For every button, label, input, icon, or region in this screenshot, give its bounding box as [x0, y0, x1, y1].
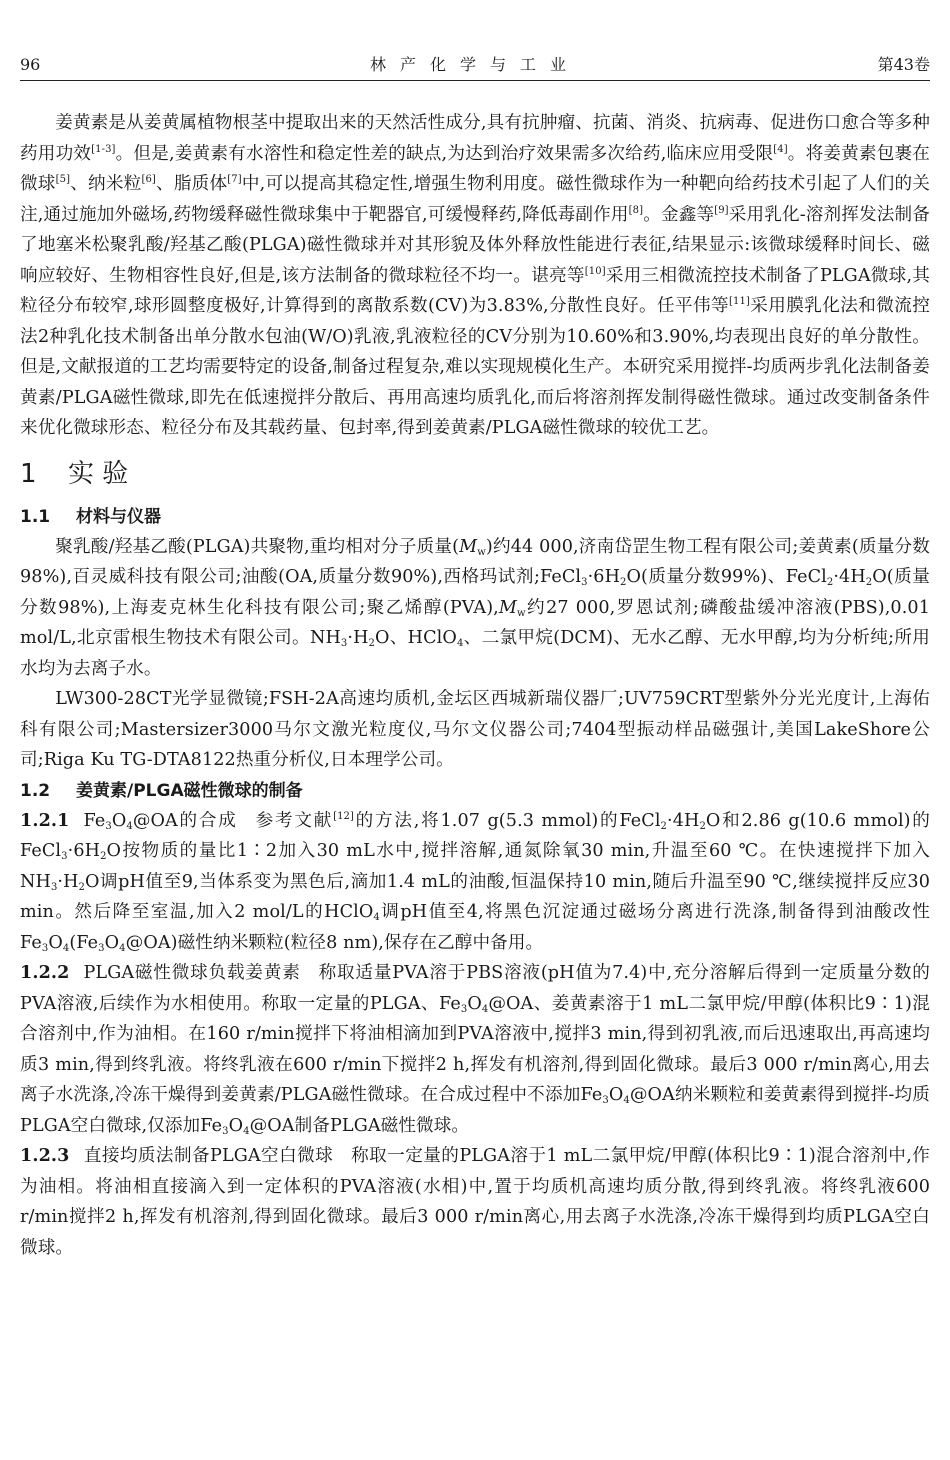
subsection-heading-1-2: 1.2 姜黄素/PLGA磁性微球的制备	[20, 780, 303, 801]
citation[interactable]: [11]	[729, 296, 750, 307]
instruments-paragraph: LW300-28CT光学显微镜;FSH-2A高速均质机,金坛区西城新瑞仪器厂;UV759CRT型紫外分光光度计,上海佑科有限公司;Mastersizer3000马尔文激光粒度仪,马尔文仪器公司;7404型振动样品磁强计,美国LakeShore公司;Riga Ku TG-DTA8122热重分析仪,日本理学公司。	[20, 689, 930, 770]
subsection-heading-1-1: 1.1 材料与仪器	[20, 506, 161, 527]
subsubsection-number: 1.2.3	[20, 1145, 70, 1166]
citation[interactable]: [4]	[773, 143, 788, 155]
intro-paragraph: 姜黄素是从姜黄属植物根茎中提取出来的天然活性成分,具有抗肿瘤、抗菌、消炎、抗病毒、促进伤口愈合等多种药用功效[1-3]。但是,姜黄素有水溶性和稳定性差的缺点,为达到治疗效果需多次给药,临床应用受限[4]。将姜黄素包裹在微球[5]、纳米粒[6]、脂质体[7]中,可以提高其稳定性,增强生物利用度。磁性微球作为一种靶向给药技术引起了人们的关注,通过施加外磁场,药物缓释磁性微球集中于靶器官,可缓慢释药,降低毒副作用[8]。金鑫等[9]采用乳化-溶剂挥发法制备了地塞米松聚乳酸/羟基乙酸(PLGA)磁性微球并对其形貌及体外释放性能进行表征,结果显示:该微球缓释时间长、磁响应较好、生物相容性良好,但是,该方法制备的微球粒径不均一。谌亮等[10]采用三相微流控技术制备了PLGA微球,其粒径分布较窄,球形圆整度极好,计算得到的离散系数(CV)为3.83%,分散性良好。任平伟等[11]采用膜乳化法和微流控法2种乳化技术制备出单分散水包油(W/O)乳液,乳液粒径的CV分别为10.60%和3.90%,均表现出良好的单分散性。但是,文献报道的工艺均需要特定的设备,制备过程复杂,难以实现规模化生产。本研究采用搅拌-均质两步乳化法制备姜黄素/PLGA磁性微球,即先在低速搅拌分散后、再用高速均质乳化,而后将溶剂挥发制得磁性微球。通过改变制备条件来优化微球形态、粒径分布及其载药量、包封率,得到姜黄素/PLGA磁性微球的较优工艺。	[20, 113, 930, 438]
paragraph-1-2-1: 1.2.1 $Fe_3O_4@OA$的合成 参考文献[12]的方法,将1.07 g(5.3 mmol)的$FeCl_2\cdot 4H_2O$和2.86 g(10.6 mmol)的$FeCl_3\cdot 6H_2O$按物质的量比1∶2加入30 mL水中,搅拌溶解,通氮除氧30 min,升温至60 ℃。在快速搅拌下加入$NH_3\cdot H_2O$调pH值至9,当体系变为黑色后,滴加1.4 mL的油酸,恒温保持10 min,随后升温至90 ℃,继续搅拌反应30 min。然后降至室温,加入2 mol/L的HClO$_4$调pH值至4,将黑色沉淀通过磁场分离进行洗涤,制备得到油酸改性$Fe_3O_4(Fe_3O_4@OA)$磁性纳米颗粒(粒径8 nm),保存在乙醇中备用。	[20, 809, 930, 954]
citation[interactable]: [8]	[628, 204, 644, 216]
citation[interactable]: [10]	[584, 265, 606, 277]
paragraph-1-2-2: 1.2.2 PLGA磁性微球负载姜黄素 称取适量PVA溶于PBS溶液(pH值为7.4)中,充分溶解后得到一定质量分数的PVA溶液,后续作为水相使用。称取一定量的PLGA、$Fe_3O_4@OA$、姜黄素溶于1 mL二氯甲烷/甲醇(体积比9∶1)混合溶剂中,作为油相。在160 r/min搅拌下将油相滴加到PVA溶液中,搅拌3 min,得到初乳液,而后迅速取出,再高速均质3 min,得到终乳液。将终乳液在600 r/min下搅拌2 h,挥发有机溶剂,得到固化微球。最后3 000 r/min离心,用去离子水洗涤,冷冻干燥得到姜黄素/PLGA磁性微球。在合成过程中不添加$Fe_3O_4@OA$纳米颗粒和姜黄素得到搅拌-均质PLGA空白微球,仅添加$Fe_3O_4@OA$制备PLGA磁性微球。	[20, 962, 930, 1137]
volume-label: 第43卷	[877, 55, 930, 74]
page-number: 96	[20, 55, 41, 74]
citation[interactable]: [12]	[333, 810, 355, 822]
subsubsection-title: PLGA磁性微球负载姜黄素	[83, 963, 301, 983]
journal-title: 林产化学与工业	[369, 55, 580, 74]
subsubsection-number: 1.2.1	[20, 809, 70, 831]
section-heading-1: 1 实 验	[20, 458, 129, 489]
citation[interactable]: [7]	[227, 174, 242, 185]
subsubsection-title: 直接均质法制备PLGA空白微球	[83, 1146, 334, 1166]
citation[interactable]: [9]	[714, 204, 729, 216]
article-body	[20, 108, 930, 1263]
materials-paragraph: 聚乳酸/羟基乙酸(PLGA)共聚物,重均相对分子质量$(M_w)$约44 000,济南岱罡生物工程有限公司;姜黄素(质量分数98%),百灵威科技有限公司;油酸(OA,质量分数90%),西格玛试剂$;FeCl_3\cdot 6H_2O$(质量分数99%)、$FeCl_2\cdot 4H_2O$(质量分数98%),上海麦克林生化科技有限公司;聚乙烯醇$(PVA),M_w$约27 000,罗恩试剂;磷酸盐缓冲溶液(PBS),0.01 mol/L,北京雷根生物技术有限公司。$NH_3\cdot H_2O$、HClO$_4$、二氯甲烷(DCM)、无水乙醇、无水甲醇,均为分析纯;所用水均为去离子水。	[20, 536, 930, 679]
citation[interactable]: [5]	[55, 174, 71, 185]
header-divider	[20, 80, 930, 81]
subsubsection-number: 1.2.2	[20, 962, 70, 983]
citation[interactable]: [1-3]	[91, 143, 116, 155]
paragraph-1-2-3: 1.2.3 直接均质法制备PLGA空白微球 称取一定量的PLGA溶于1 mL二氯甲烷/甲醇(体积比9∶1)混合溶剂中,作为油相。将油相直接滴入到一定体积的PVA溶液(水相)中,置于均质机高速均质分散,得到终乳液。将终乳液600 r/min搅拌2 h,挥发有机溶剂,得到固化微球。最后3 000 r/min离心,用去离子水洗涤,冷冻干燥得到均质PLGA空白微球。	[20, 1145, 930, 1258]
running-header	[20, 52, 930, 78]
citation[interactable]: [6]	[141, 174, 156, 185]
subsubsection-title: $Fe_3O_4@OA$的合成	[83, 810, 238, 832]
